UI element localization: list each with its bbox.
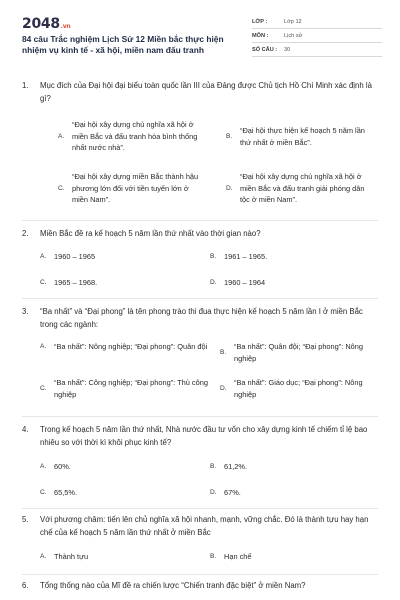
option-letter: B. <box>210 553 217 560</box>
question-number: 3. <box>22 307 29 316</box>
question-number: 6. <box>22 581 29 590</box>
option-letter: B. <box>220 348 227 356</box>
option-text: Hạn chế <box>224 552 252 561</box>
divider <box>22 220 378 221</box>
options <box>40 105 378 205</box>
option-text: Thành tựu <box>54 552 89 561</box>
option-text: 1960 – 1964 <box>224 277 266 287</box>
question-text: Với phương châm: tiến lên chủ nghĩa xã hội nhanh, mạnh, vững chắc. Đó là thành tựu hay hạn chế của kế hoạch 5 năm lần thứ nhất ở miền Bắc <box>40 515 369 537</box>
option-text: 61,2%. <box>224 462 248 471</box>
option-text: “Đại hội xây dựng miền Bắc thành hậu phương lớn đối với tiền tuyến lớn ở miền Nam”. <box>72 172 199 204</box>
option-a[interactable] <box>40 461 200 473</box>
options <box>40 331 378 411</box>
question-header <box>22 80 378 105</box>
option-c[interactable] <box>40 377 210 400</box>
question-text: “Ba nhất” và “Đại phong” là tên phong trào thi đua thực hiện kế hoạch 5 năm lần I ở miền Bắc trong các ngành: <box>40 307 363 329</box>
option-b[interactable] <box>210 251 370 263</box>
option-b[interactable] <box>210 461 370 473</box>
option-letter: C. <box>58 184 65 192</box>
option-letter: B. <box>210 463 217 470</box>
option-d[interactable] <box>210 277 370 289</box>
meta-row-count <box>252 43 382 57</box>
question-4 <box>22 424 378 499</box>
option-letter: C. <box>40 489 47 496</box>
divider <box>22 298 378 299</box>
question-header <box>22 228 378 241</box>
option-a[interactable] <box>58 119 206 154</box>
logo-sub: .vn <box>60 23 71 30</box>
question-6 <box>22 580 378 593</box>
options <box>40 449 378 499</box>
option-text: 1961 – 1965. <box>224 251 268 261</box>
option-letter: A. <box>40 343 47 350</box>
option-a[interactable] <box>40 551 200 563</box>
option-text: “Đại hội thực hiện kế hoạch 5 năm lần thứ nhất ở miền Bắc”. <box>240 126 365 147</box>
option-letter: B. <box>210 252 217 260</box>
question-text: Trong kế hoạch 5 năm lần thứ nhất, Nhà nước đầu tư vốn cho xây dựng kinh tế chiếm tỉ lệ bao nhiêu so với thời kì khôi phục kinh tế? <box>40 425 368 447</box>
question-number: 1. <box>22 81 29 90</box>
divider <box>22 574 378 575</box>
option-text: “Ba nhất”: Giáo dục; “Đại phong”: Nông nghiệp <box>234 378 363 399</box>
option-text: “Ba nhất”: Nông nghiệp; “Đại phong”: Quân đội <box>54 342 208 351</box>
options <box>40 539 378 569</box>
question-2 <box>22 228 378 291</box>
page-header <box>0 0 400 70</box>
option-a[interactable] <box>40 251 200 263</box>
meta-value: 30 <box>284 46 291 53</box>
option-text: “Ba nhất”: Quân đội; “Đại phong”: Nông nghiệp <box>234 342 364 363</box>
option-b[interactable] <box>220 341 380 364</box>
option-text: 67%. <box>224 488 241 497</box>
question-1 <box>22 80 378 205</box>
option-c[interactable] <box>40 487 200 499</box>
meta-row-subject <box>252 29 382 43</box>
question-number: 4. <box>22 425 29 434</box>
meta-value: Lớp 12 <box>284 18 302 25</box>
logo-main: 2048 <box>22 16 60 32</box>
option-letter: C. <box>40 278 47 286</box>
site-logo[interactable] <box>22 16 70 32</box>
divider <box>22 508 378 509</box>
option-a[interactable] <box>40 341 210 353</box>
option-letter: B. <box>226 132 233 140</box>
question-header <box>22 306 378 331</box>
meta-value: Lịch sử <box>284 32 303 39</box>
option-letter: D. <box>220 384 227 392</box>
option-letter: D. <box>210 489 217 496</box>
meta-row-class <box>252 15 382 29</box>
meta-label: SỐ CÂU : <box>252 46 278 53</box>
option-letter: D. <box>226 184 233 192</box>
option-b[interactable] <box>226 125 376 148</box>
question-header <box>22 514 378 539</box>
option-text: 1960 – 1965 <box>54 251 96 261</box>
question-5 <box>22 514 378 569</box>
option-text: “Đại hội xây dựng chủ nghĩa xã hội ở miền Bắc và đấu tranh giải phóng dân tộc ở miền Nam”. <box>240 172 365 204</box>
question-header <box>22 580 378 593</box>
option-letter: A. <box>40 463 47 470</box>
option-text: 1965 – 1968. <box>54 277 98 287</box>
option-letter: D. <box>210 278 217 286</box>
option-letter: C. <box>40 384 47 392</box>
options <box>40 241 378 291</box>
option-letter: A. <box>40 252 47 260</box>
option-text: “Đại hội xây dựng chủ nghĩa xã hội ở miền Bắc và đấu tranh hòa bình thống nhất nước nhà”. <box>72 120 198 152</box>
question-text: Mục đích của Đại hội đại biểu toàn quốc lần III của Đảng được Chủ tịch Hồ Chí Minh xác định là gì? <box>40 81 372 103</box>
meta-label: MÔN : <box>252 32 269 39</box>
question-number: 5. <box>22 515 29 524</box>
page-title: 84 câu Trắc nghiệm Lịch Sử 12 Miền bắc thực hiện nhiệm vụ kinh tế - xã hội, miền nam đấu tranh <box>22 34 224 55</box>
option-d[interactable] <box>220 377 380 400</box>
option-text: 60%. <box>54 462 71 471</box>
option-text: “Ba nhất”: Công nghiệp; “Đại phong”: Thủ công nghiệp <box>54 378 208 399</box>
option-b[interactable] <box>210 551 370 563</box>
meta-label: LỚP : <box>252 18 268 25</box>
question-header <box>22 424 378 449</box>
option-d[interactable] <box>226 171 376 206</box>
question-number: 2. <box>22 229 29 238</box>
option-letter: A. <box>58 132 65 140</box>
option-text: 65,5%. <box>54 488 78 497</box>
question-3 <box>22 306 378 411</box>
meta-table <box>252 15 382 57</box>
divider <box>22 416 378 417</box>
question-text: Miền Bắc đề ra kế hoạch 5 năm lần thứ nhất vào thời gian nào? <box>40 229 261 238</box>
option-c[interactable] <box>58 171 206 206</box>
question-text: Tổng thống nào của Mĩ đề ra chiến lược “Chiến tranh đặc biệt” ở miền Nam? <box>40 581 306 590</box>
option-c[interactable] <box>40 277 200 289</box>
option-d[interactable] <box>210 487 370 499</box>
option-letter: A. <box>40 553 47 560</box>
